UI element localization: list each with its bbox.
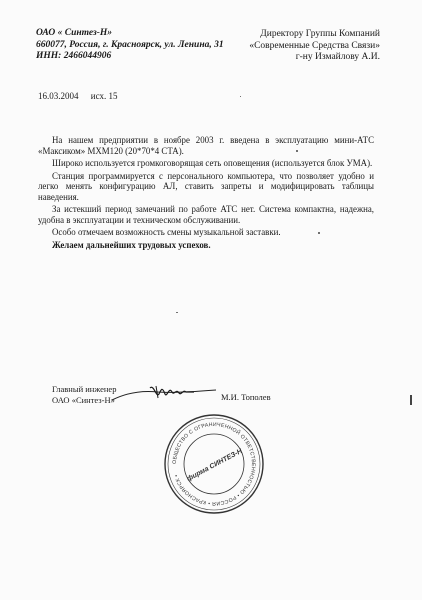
body-paragraph: За истекший период замечаний по работе АТС нет. Система компактна, надежна, удобна в эксплуатации и техническом обслуживании. [38, 204, 374, 225]
handwritten-signature [110, 380, 220, 406]
scan-edge-mark [410, 395, 412, 405]
signatory-position: Главный инженер [52, 384, 117, 394]
letter-ref: исх. 15 [90, 91, 118, 101]
body-paragraph: Особо отмечаем возможность смены музыкальной заставки. [52, 227, 281, 237]
sender-inn: ИНН: 2466044906 [36, 51, 112, 61]
scan-speck [176, 312, 178, 313]
signatory-org: ОАО «Синтез-Н» [52, 395, 115, 405]
recipient-line-3: г-ну Измайлову А.И. [295, 52, 380, 62]
company-stamp [162, 412, 266, 516]
letter-date: 16.03.2004 [38, 91, 79, 101]
scan-speck [318, 232, 320, 234]
stamp-center-text: фирма СИНТЕЗ-Н [185, 447, 244, 483]
signatory-name: М.И. Тополев [221, 392, 271, 402]
body-paragraph: Широко используется громкоговорящая сеть оповещения (используется блок УМА). [52, 158, 373, 168]
signatory-title [52, 384, 116, 406]
sender-address: 660077, Россия, г. Красноярск, ул. Ленина, 31 [36, 39, 224, 50]
letter-body [38, 135, 374, 252]
sender-block [36, 28, 224, 63]
body-closing: Желаем дальнейших трудовых успехов. [52, 239, 211, 250]
sender-org: ОАО « Синтез-Н» [36, 28, 112, 38]
reference-line [38, 91, 127, 101]
recipient-line-2: «Современные Средства Связи» [249, 40, 380, 51]
scan-speck [296, 150, 298, 152]
recipient-block [230, 29, 380, 64]
scan-speck [240, 96, 241, 97]
stamp-outer-text: ОБЩЕСТВО С ОГРАНИЧЕННОЙ ОТВЕТСТВЕННОСТЬЮ • РОССИЯ • КРАСНОЯРСК • [171, 421, 257, 507]
recipient-line-1: Директору Группы Компаний [260, 29, 380, 39]
body-paragraph: На нашем предприятии в ноябре 2003 г. введена в эксплуатацию мини-АТС «Максиком» МХМ120 (20*70*4 СТА). [38, 135, 374, 156]
body-paragraph: Станция программируется с персонального компьютера, что позволяет удобно и легко менять конфигурацию АЛ, ставить запреты и модифицировать таблицы наведения. [38, 170, 374, 202]
